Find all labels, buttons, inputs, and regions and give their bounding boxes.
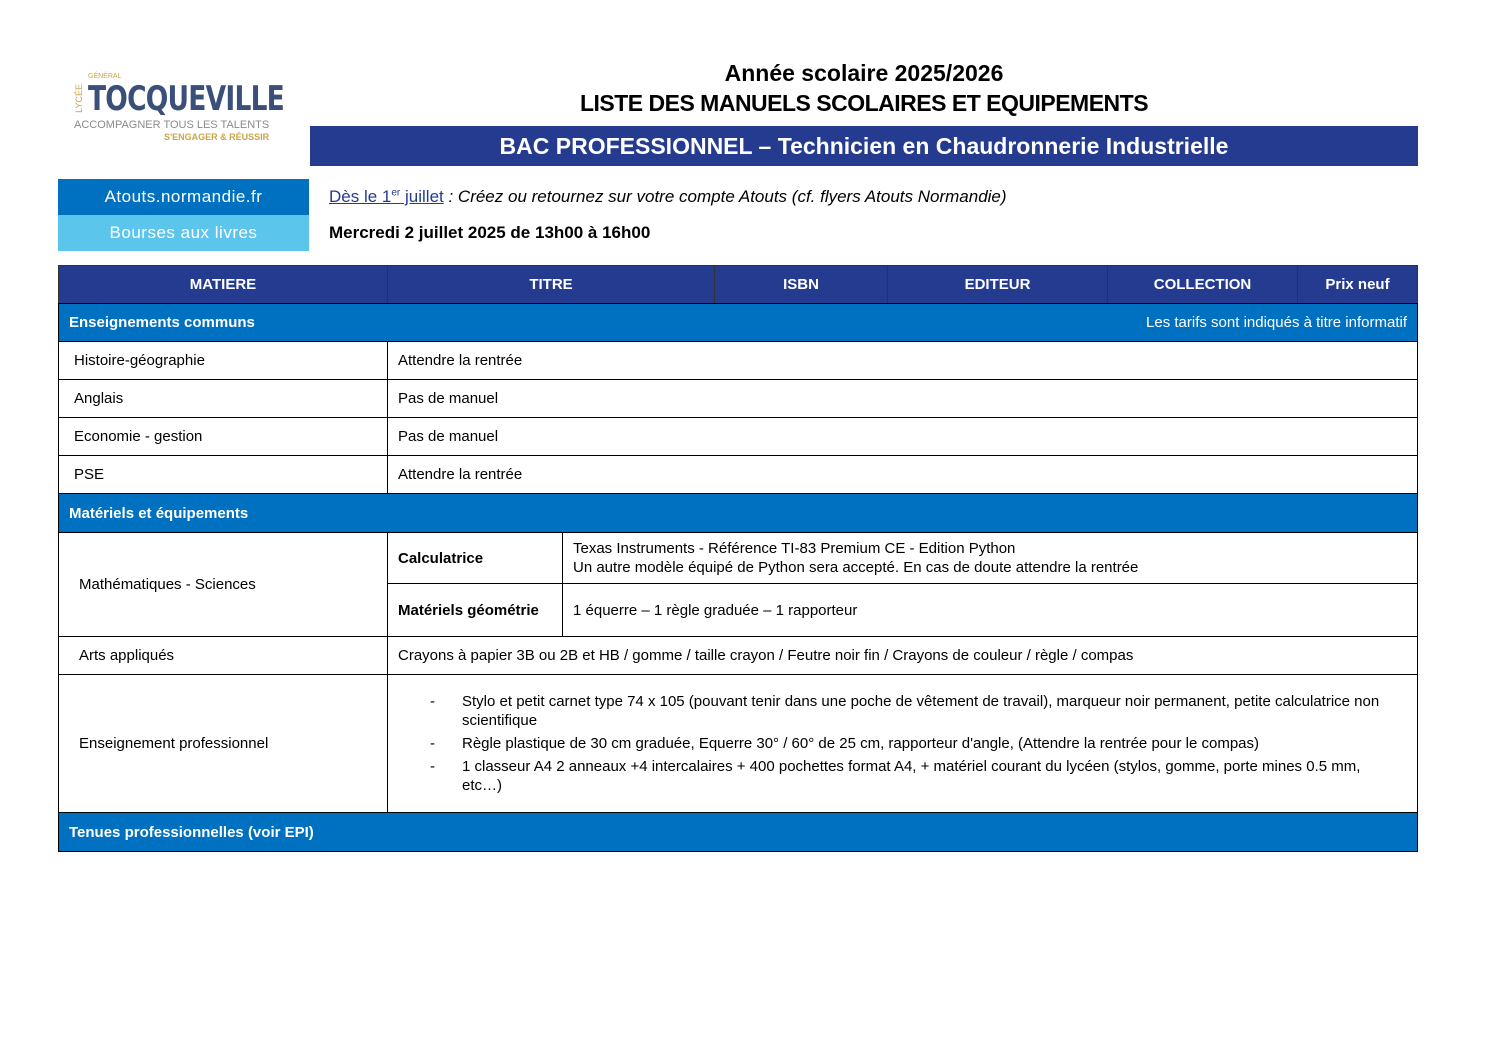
bourses-label: Bourses aux livres xyxy=(58,215,309,251)
col-isbn: ISBN xyxy=(714,265,888,304)
col-collection: COLLECTION xyxy=(1107,265,1298,304)
row-titre: Attendre la rentrée xyxy=(387,455,1418,494)
math-matiere: Mathématiques - Sciences xyxy=(58,532,388,637)
atouts-link[interactable]: Dès le 1er juillet xyxy=(329,187,444,206)
row-titre: Pas de manuel xyxy=(387,417,1418,456)
school-year: Année scolaire 2025/2026 xyxy=(724,60,1004,86)
col-editeur: EDITEUR xyxy=(887,265,1108,304)
row-matiere: Economie - gestion xyxy=(58,417,388,456)
row-matiere: Histoire-géographie xyxy=(58,341,388,380)
section-enseignements-communs xyxy=(58,303,1418,342)
list-item: - 1 classeur A4 2 anneaux +4 intercalaires + 400 pochettes format A4, + matériel courant du lycéen (stylos, gomme, porte mines 0.5 mm, etc…) xyxy=(398,757,1397,795)
calc-line: Texas Instruments - Référence TI-83 Premium CE - Edition Python xyxy=(573,540,1016,557)
col-titre: TITRE xyxy=(387,265,715,304)
geo-text: 1 équerre – 1 règle graduée – 1 rapporteur xyxy=(562,583,1418,637)
logo-vertical: LYCÉE xyxy=(74,84,84,113)
calc-label: Calculatrice xyxy=(387,532,563,584)
row-titre: Attendre la rentrée xyxy=(387,341,1418,380)
arts-matiere: Arts appliqués xyxy=(58,636,388,675)
logo-tagline: ACCOMPAGNER TOUS LES TALENTS xyxy=(74,119,270,131)
calc-text xyxy=(562,532,1418,584)
atouts-label[interactable]: Atouts.normandie.fr xyxy=(58,179,309,215)
program-banner: BAC PROFESSIONNEL – Technicien en Chaudronnerie Industrielle xyxy=(310,126,1418,166)
logo-motto: S'ENGAGER & RÉUSSIR xyxy=(164,132,270,142)
list-item: - Règle plastique de 30 cm graduée, Equerre 30° / 60° de 25 cm, rapporteur d'angle, (Attendre la rentrée pour le compas) xyxy=(398,734,1397,753)
row-titre: Pas de manuel xyxy=(387,379,1418,418)
section-label: Enseignements communs xyxy=(69,314,255,331)
atouts-info xyxy=(329,187,1007,207)
pro-list xyxy=(398,688,1397,799)
col-matiere: MATIERE xyxy=(58,265,388,304)
atouts-text: : Créez ou retournez sur votre compte Atouts (cf. flyers Atouts Normandie) xyxy=(443,187,1007,206)
section-tenues: Tenues professionnelles (voir EPI) xyxy=(58,812,1418,852)
pro-matiere: Enseignement professionnel xyxy=(58,674,388,813)
row-matiere: Anglais xyxy=(58,379,388,418)
logo-name: TOCQUEVILLE xyxy=(88,79,285,119)
section-note: Les tarifs sont indiqués à titre informatif xyxy=(1146,314,1407,331)
col-prix: Prix neuf xyxy=(1297,265,1418,304)
arts-text: Crayons à papier 3B ou 2B et HB / gomme / taille crayon / Feutre noir fin / Crayons de couleur / règle / compas xyxy=(387,636,1418,675)
pro-text xyxy=(387,674,1418,813)
calc-line: Un autre modèle équipé de Python sera accepté. En cas de doute attendre la rentrée xyxy=(573,559,1139,576)
row-matiere: PSE xyxy=(58,455,388,494)
school-logo xyxy=(72,72,287,144)
logo-small: GÉNÉRAL xyxy=(88,73,122,80)
bourses-text: Mercredi 2 juillet 2025 de 13h00 à 16h00 xyxy=(329,223,651,242)
list-item: - Stylo et petit carnet type 74 x 105 (pouvant tenir dans une poche de vêtement de travail), marqueur noir permanent, petite calculatrice non scientifique xyxy=(398,692,1397,730)
geo-label: Matériels géométrie xyxy=(387,583,563,637)
page-title: LISTE DES MANUELS SCOLAIRES ET EQUIPEMENTS xyxy=(579,90,1149,116)
section-materiels: Matériels et équipements xyxy=(58,493,1418,533)
